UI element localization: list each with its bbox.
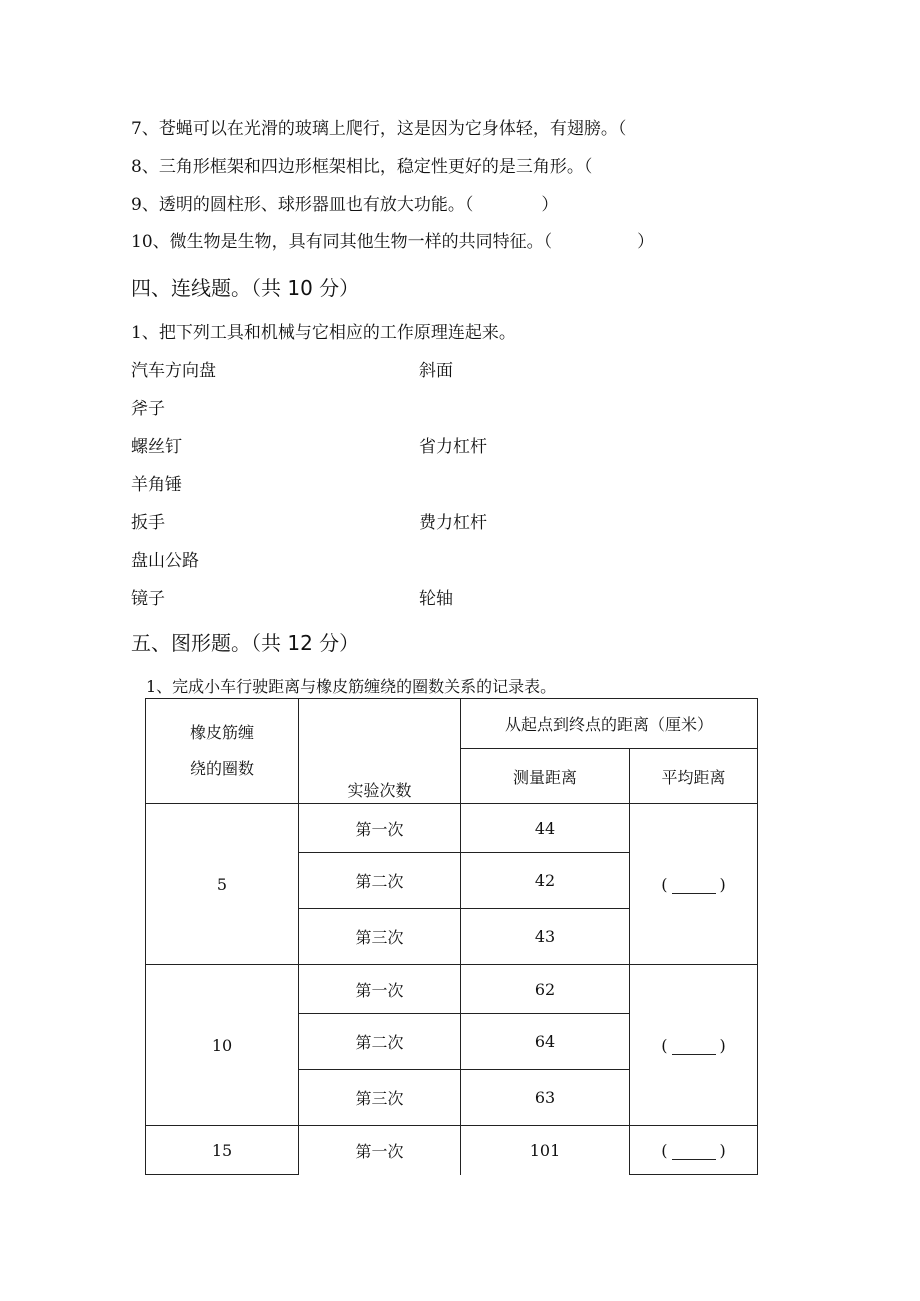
turns-cell: 10	[146, 965, 299, 1126]
record-table	[145, 698, 758, 1175]
tf-item-10: 10、微生物是生物，具有同其他生物一样的共同特征。（ ）	[131, 232, 655, 252]
trial-cell: 第一次	[299, 804, 461, 853]
match-left-1: 汽车方向盘	[131, 361, 216, 381]
section4-title: 四、连线题。（共 10 分）	[131, 276, 360, 300]
distance-cell: 42	[461, 853, 630, 909]
header-average: 平均距离	[630, 749, 758, 804]
table-header-row	[146, 699, 758, 749]
answer-blank[interactable]	[672, 1143, 716, 1160]
match-left-3: 螺丝钉	[131, 437, 182, 457]
distance-cell: 62	[461, 965, 630, 1014]
table-row	[146, 804, 758, 853]
average-answer-cell[interactable]: ( )	[630, 1126, 758, 1175]
distance-cell: 44	[461, 804, 630, 853]
trial-cell: 第二次	[299, 853, 461, 909]
distance-cell: 64	[461, 1014, 630, 1070]
header-turns-line1: 橡皮筋缠	[189, 723, 254, 742]
tf-item-7: 7、苍蝇可以在光滑的玻璃上爬行，这是因为它身体轻，有翅膀。（	[131, 119, 627, 139]
match-left-2: 斧子	[131, 399, 165, 419]
answer-blank[interactable]	[672, 1038, 716, 1055]
header-measured: 测量距离	[461, 749, 630, 804]
section5-question: 1、完成小车行驶距离与橡皮筋缠绕的圈数关系的记录表。	[146, 677, 557, 696]
header-trial: 实验次数	[299, 699, 461, 804]
tf-item-8: 8、三角形框架和四边形框架相比，稳定性更好的是三角形。（	[131, 157, 593, 177]
section4-question: 1、把下列工具和机械与它相应的工作原理连起来。	[131, 323, 516, 343]
table-row	[146, 965, 758, 1014]
trial-cell: 第一次	[299, 1126, 461, 1175]
trial-cell: 第二次	[299, 1014, 461, 1070]
header-turns-line2: 绕的圈数	[189, 759, 254, 778]
distance-cell: 63	[461, 1070, 630, 1126]
tf-item-9: 9、透明的圆柱形、球形器皿也有放大功能。（ ）	[131, 195, 559, 215]
match-left-7: 镜子	[131, 589, 165, 609]
turns-cell: 15	[146, 1126, 299, 1175]
match-left-4: 羊角锤	[131, 475, 182, 495]
header-distance: 从起点到终点的距离（厘米）	[461, 699, 758, 749]
match-left-5: 扳手	[131, 513, 165, 533]
header-turns	[146, 699, 299, 804]
distance-cell: 43	[461, 909, 630, 965]
turns-cell: 5	[146, 804, 299, 965]
trial-cell: 第三次	[299, 1070, 461, 1126]
answer-blank[interactable]	[672, 877, 716, 894]
distance-cell: 101	[461, 1126, 630, 1175]
average-answer-cell[interactable]: ( )	[630, 965, 758, 1126]
table-row	[146, 1126, 758, 1175]
trial-cell: 第一次	[299, 965, 461, 1014]
match-right-1: 斜面	[419, 361, 453, 381]
match-left-6: 盘山公路	[131, 551, 199, 571]
match-right-3: 费力杠杆	[419, 513, 487, 533]
section5-title: 五、图形题。（共 12 分）	[131, 631, 360, 655]
match-right-4: 轮轴	[419, 589, 453, 609]
match-right-2: 省力杠杆	[419, 437, 487, 457]
average-answer-cell[interactable]: ( )	[630, 804, 758, 965]
trial-cell: 第三次	[299, 909, 461, 965]
